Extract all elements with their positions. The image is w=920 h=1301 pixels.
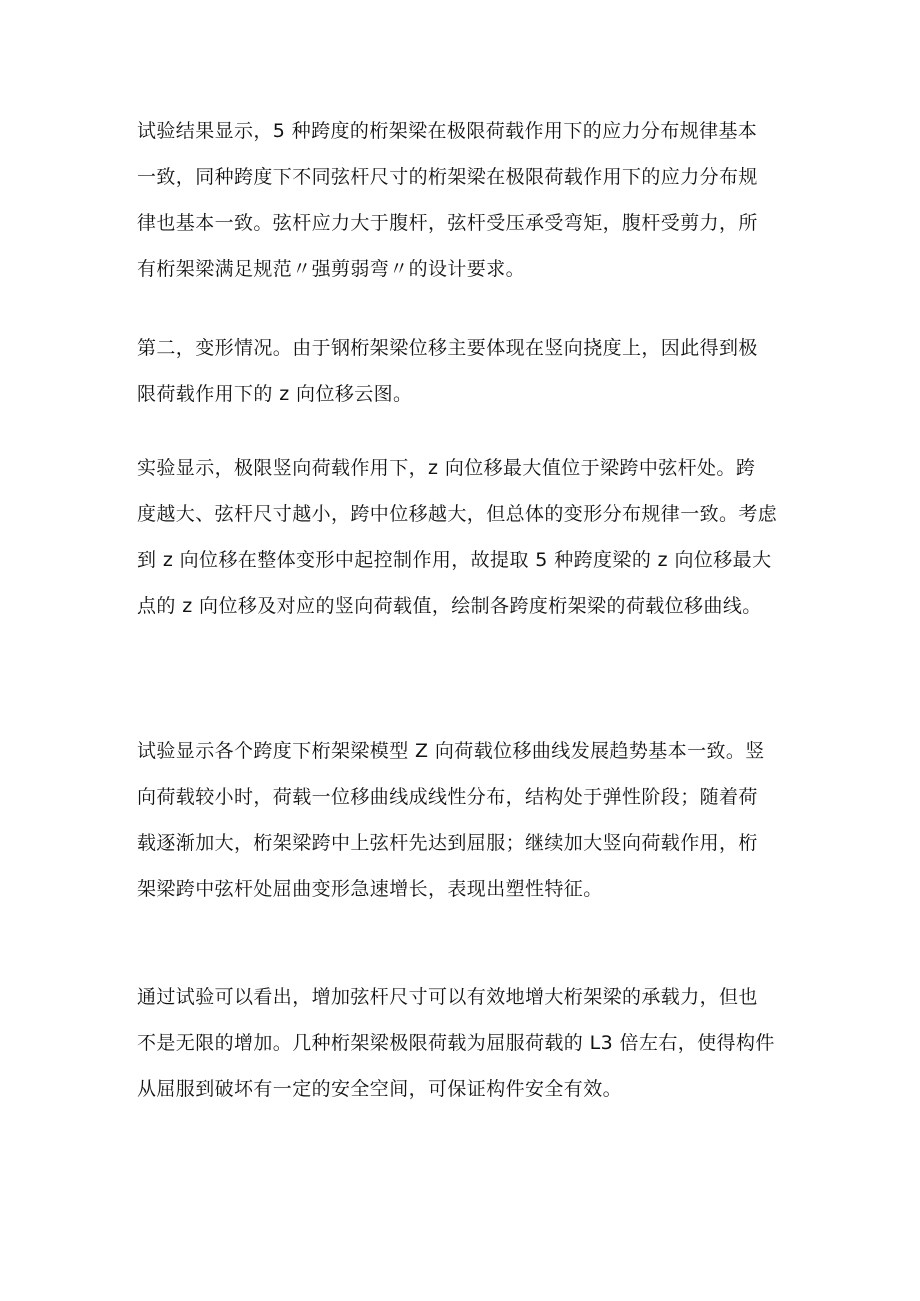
text-line: 到 z 向位移在整体变形中起控制作用，故提取 5 种跨度梁的 z 向位移最大 bbox=[137, 549, 772, 571]
paragraph-stress-distribution bbox=[137, 108, 787, 292]
text-line: 载逐渐加大，桁架梁跨中上弦杆先达到屈服；继续加大竖向荷载作用，桁 bbox=[137, 832, 758, 854]
text-line: 律也基本一致。弦杆应力大于腹杆，弦杆受压承受弯矩，腹杆受剪力，所 bbox=[137, 212, 758, 234]
text-line: 一致，同种跨度下不同弦杆尺寸的桁架梁在极限荷载作用下的应力分布规 bbox=[137, 166, 758, 188]
text-line: 不是无限的增加。几种桁架梁极限荷载为屈服荷载的 L3 倍左右，使得构件 bbox=[137, 1032, 775, 1054]
text-line: 试验显示各个跨度下桁架梁模型 Z 向荷载位移曲线发展趋势基本一致。竖 bbox=[137, 740, 765, 762]
text-line: 有桁架梁满足规范〃强剪弱弯〃的设计要求。 bbox=[137, 258, 526, 280]
text-line: 试验结果显示，5 种跨度的桁架梁在极限荷载作用下的应力分布规律基本 bbox=[137, 120, 758, 142]
paragraph-conclusion bbox=[137, 974, 787, 1112]
text-line: 架梁跨中弦杆处屈曲变形急速增长，表现出塑性特征。 bbox=[137, 878, 603, 900]
text-line: 度越大、弦杆尺寸越小，跨中位移越大，但总体的变形分布规律一致。考虑 bbox=[137, 503, 778, 525]
paragraph-load-displacement-curve bbox=[137, 728, 787, 912]
paragraph-z-displacement bbox=[137, 445, 787, 629]
text-line: 第二，变形情况。由于钢桁架梁位移主要体现在竖向挠度上，因此得到极 bbox=[137, 337, 758, 359]
text-line: 点的 z 向位移及对应的竖向荷载值，绘制各跨度桁架梁的荷载位移曲线。 bbox=[137, 595, 762, 617]
text-line: 从屈服到破坏有一定的安全空间，可保证构件安全有效。 bbox=[137, 1078, 623, 1100]
text-line: 通过试验可以看出，增加弦杆尺寸可以有效地增大桁架梁的承载力，但也 bbox=[137, 986, 758, 1008]
text-line: 限荷载作用下的 z 向位移云图。 bbox=[137, 383, 413, 405]
paragraph-deformation bbox=[137, 325, 787, 417]
text-line: 向荷载较小时，荷载一位移曲线成线性分布，结构处于弹性阶段；随着荷 bbox=[137, 786, 758, 808]
text-line: 实验显示，极限竖向荷载作用下，z 向位移最大值位于梁跨中弦杆处。跨 bbox=[137, 457, 756, 479]
